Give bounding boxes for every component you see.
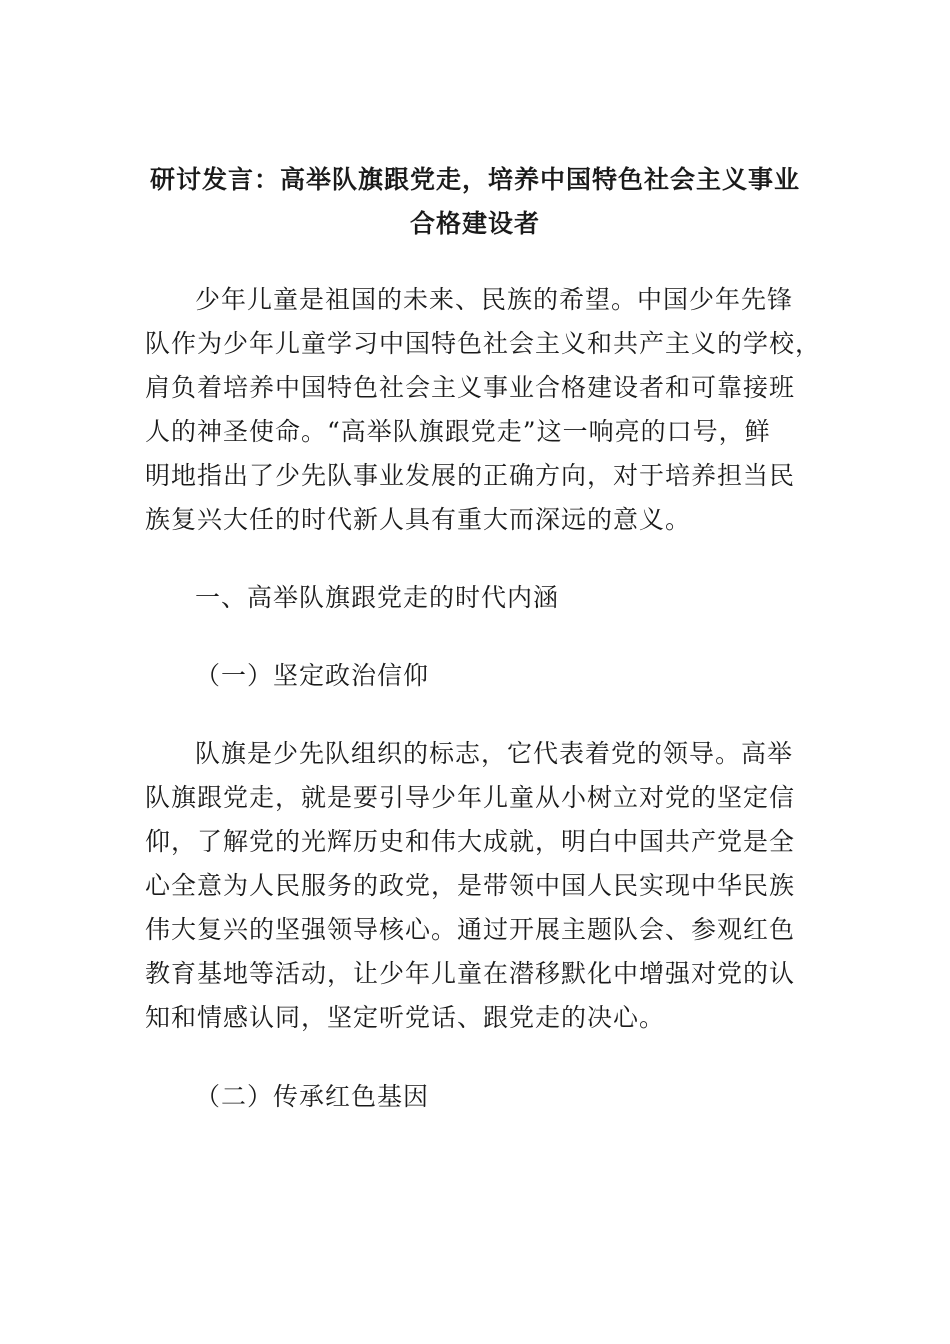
- subsection-1-line-2: 队旗跟党走，就是要引导少年儿童从小树立对党的坚定信: [145, 783, 796, 812]
- intro-line-6: 族复兴大任的时代新人具有重大而深远的意义。: [145, 505, 692, 534]
- subsection-1-line-3: 仰，了解党的光辉历史和伟大成就，明白中国共产党是全: [145, 827, 796, 856]
- subsection-1-line-7: 知和情感认同，坚定听党话、跟党走的决心。: [145, 1003, 666, 1032]
- subsection-2-heading: （二）传承红色基因: [195, 1082, 430, 1111]
- intro-line-5: 明地指出了少先队事业发展的正确方向，对于培养担当民: [145, 461, 796, 490]
- section-1-heading: 一、高举队旗跟党走的时代内涵: [195, 583, 560, 612]
- subsection-1-heading: （一）坚定政治信仰: [195, 661, 430, 690]
- document-title-line-1: 研讨发言：高举队旗跟党走，培养中国特色社会主义事业: [149, 165, 800, 194]
- intro-line-2: 队作为少年儿童学习中国特色社会主义和共产主义的学校，: [145, 329, 822, 358]
- intro-line-4: 人的神圣使命。“高举队旗跟党走”这一响亮的口号，鲜: [145, 417, 771, 446]
- document-title-line-2: 合格建设者: [409, 209, 540, 238]
- subsection-1-line-6: 教育基地等活动，让少年儿童在潜移默化中增强对党的认: [145, 959, 796, 988]
- subsection-1-line-5: 伟大复兴的坚强领导核心。通过开展主题队会、参观红色: [145, 915, 796, 944]
- subsection-1-line-4: 心全意为人民服务的政党，是带领中国人民实现中华民族: [145, 871, 796, 900]
- subsection-1-line-1: 队旗是少先队组织的标志，它代表着党的领导。高举: [195, 739, 794, 768]
- intro-line-3: 肩负着培养中国特色社会主义事业合格建设者和可靠接班: [145, 373, 796, 402]
- intro-line-1: 少年儿童是祖国的未来、民族的希望。中国少年先锋: [195, 285, 794, 314]
